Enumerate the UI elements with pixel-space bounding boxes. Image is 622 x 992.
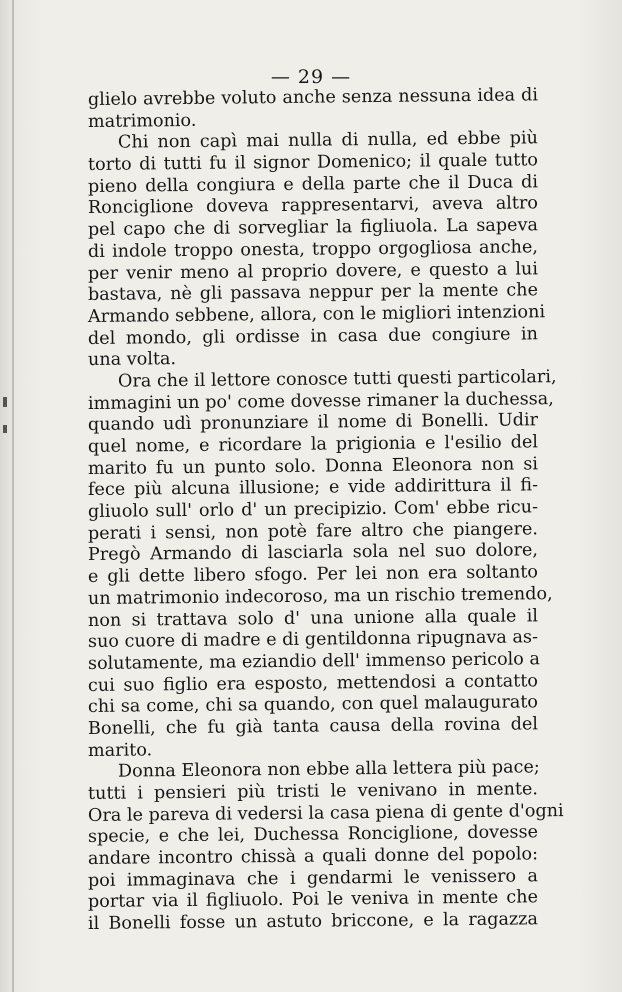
text-line: torto di tutti fu il signor Domenico; il quale tutto <box>87 150 539 176</box>
text-line: suo cuore di madre e di gentildonna ripugnava as- <box>87 627 539 653</box>
text-line: Chi non capì mai nulla di nulla, ed ebbe più <box>117 128 539 154</box>
page-number: — 29 — <box>270 66 352 88</box>
text-line: Armando sebbene, allora, con le migliori intenzioni <box>87 302 546 327</box>
text-line: il Bonelli fosse un astuto briccone, e la ragazza <box>87 909 539 935</box>
text-line: immagini un po' come dovesse rimaner la duchessa, <box>87 388 554 414</box>
margin-mark <box>3 397 7 407</box>
text-line: perati i sensi, non potè fare altro che piangere. <box>87 519 539 544</box>
text-line: e gli dette libero sfogo. Per lei non era soltanto <box>87 562 539 588</box>
text-line: pieno della congiura e della parte che il Duca di <box>87 172 539 197</box>
text-line: Ronciglione doveva rappresentarvi, aveva altro <box>87 193 539 219</box>
text-line: non si trattava solo d' una unione alla quale il <box>87 605 539 631</box>
text-line: poi immaginava che i gendarmi le venissero a <box>87 866 539 891</box>
text-line: un matrimonio indecoroso, ma un rischio tremendo, <box>87 583 553 609</box>
text-line: pel capo che di sorvegliar la figliuola. La sapeva <box>87 215 539 241</box>
text-line: quel nome, e ricordare la prigionia e l'esilio del <box>87 432 539 457</box>
text-line: una volta. <box>87 349 177 371</box>
margin-mark <box>3 425 7 433</box>
text-line: gliuolo sull' orlo d' un precipizio. Com' ebbe ricu- <box>87 497 539 523</box>
text-line: Bonelli, che fu già tanta causa della rovina del <box>87 714 539 739</box>
text-line: Pregò Armando di lasciarla sola nel suo dolore, <box>87 540 539 566</box>
text-line: andare incontro chissà a quali donne del popolo: <box>87 844 539 870</box>
text-line: solutamente, ma eziandio dell' immenso pericolo a <box>87 649 541 674</box>
text-line: cui suo figlio era esposto, mettendosi a contatto <box>87 670 539 696</box>
page-gutter <box>12 0 14 992</box>
text-line: marito. <box>87 739 153 761</box>
text-line: Ora le pareva di vedersi la casa piena di gente d'ogni <box>87 800 564 826</box>
text-line: chi sa come, chi sa quando, con quel malaugurato <box>87 692 539 718</box>
text-line: bastava, nè gli passava neppur per la mente che <box>87 280 539 306</box>
text-line: quando udì pronunziare il nome di Bonelli. Udir <box>87 410 539 436</box>
text-line: marito fu un punto solo. Donna Eleonora non si <box>87 453 539 479</box>
text-line: Donna Eleonora non ebbe alla lettera più pace; <box>117 757 540 782</box>
text-line: di indole troppo onesta, troppo orgogliosa anche, <box>87 237 539 262</box>
text-line: glielo avrebbe voluto anche senza nessuna idea di <box>87 85 539 110</box>
text-line: tutti i pensieri più tristi le venivano in mente. <box>87 779 539 804</box>
text-line: matrimonio. <box>87 110 197 132</box>
text-line: specie, e che lei, Duchessa Ronciglione, dovesse <box>87 822 539 848</box>
text-line: portar via il figliuolo. Poi le veniva in mente che <box>87 887 539 913</box>
text-line: del mondo, gli ordisse in casa due congiure in <box>87 323 539 349</box>
text-line: Ora che il lettore conosce tutti questi particolari, <box>117 367 557 392</box>
body-text <box>87 85 564 936</box>
text-line: fece più alcuna illusione; e vide addirittura il fi- <box>87 475 539 501</box>
text-line: per venir meno al proprio dovere, e questo a lui <box>87 258 539 284</box>
